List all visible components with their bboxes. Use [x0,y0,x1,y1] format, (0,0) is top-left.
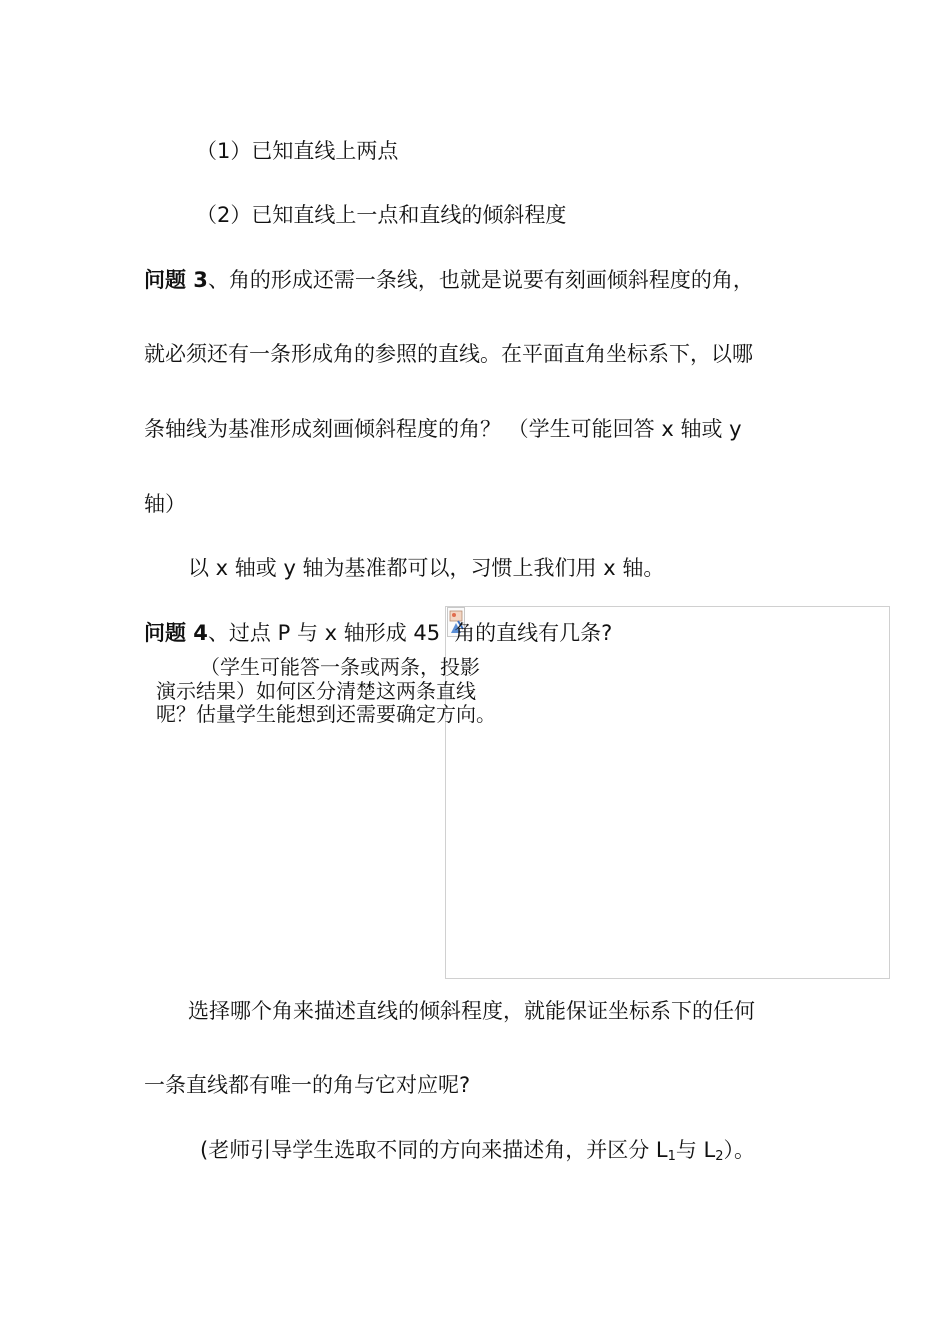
question-3-line-1 [144,265,754,295]
subscript-2: 2 [715,1149,724,1164]
note-line-2: 演示结果）如何区分清楚这两条直线 [156,679,476,703]
question-3-line-2: 就必须还有一条形成角的参照的直线。在平面直角坐标系下，以哪 [144,342,753,366]
question-4-label: 问题 4 [144,621,208,645]
note-line-3: 呢？估量学生能想到还需要确定方向。 [156,702,496,726]
subscript-1: 1 [667,1149,676,1164]
question-3-line-3: 条轴线为基准形成刻画倾斜程度的角？ （学生可能回答 x 轴或 y [144,417,742,441]
question-3-answer: 以 x 轴或 y 轴为基准都可以，习惯上我们用 x 轴。 [188,556,665,580]
figure-placeholder [445,606,890,979]
item-1: （1）已知直线上两点 [196,139,399,163]
item-2: （2）已知直线上一点和直线的倾斜程度 [196,203,567,227]
note-line-1: （学生可能答一条或两条，投影 [200,655,480,679]
paragraph-line-1: 选择哪个角来描述直线的倾斜程度，就能保证坐标系下的任何 [188,999,755,1023]
paragraph-line-2: 一条直线都有唯一的角与它对应呢? [144,1073,471,1097]
question-4-line [144,618,612,648]
guide-text-2: 与 L [675,1138,716,1162]
teacher-guide-line [200,1135,755,1172]
guide-text-1: (老师引导学生选取不同的方向来描述角，并区分 L [200,1138,668,1162]
question-3-label: 问题 3 [144,268,208,292]
question-3-text: 、角的形成还需一条线，也就是说要有刻画倾斜程度的角， [207,268,754,292]
guide-text-3: ）。 [723,1138,756,1162]
question-3-line-4: 轴） [144,492,186,516]
question-4-text-before: 、过点 P 与 x 轴形成 45 [207,621,441,645]
question-4-text-after: 角的直线有几条? [454,621,613,645]
